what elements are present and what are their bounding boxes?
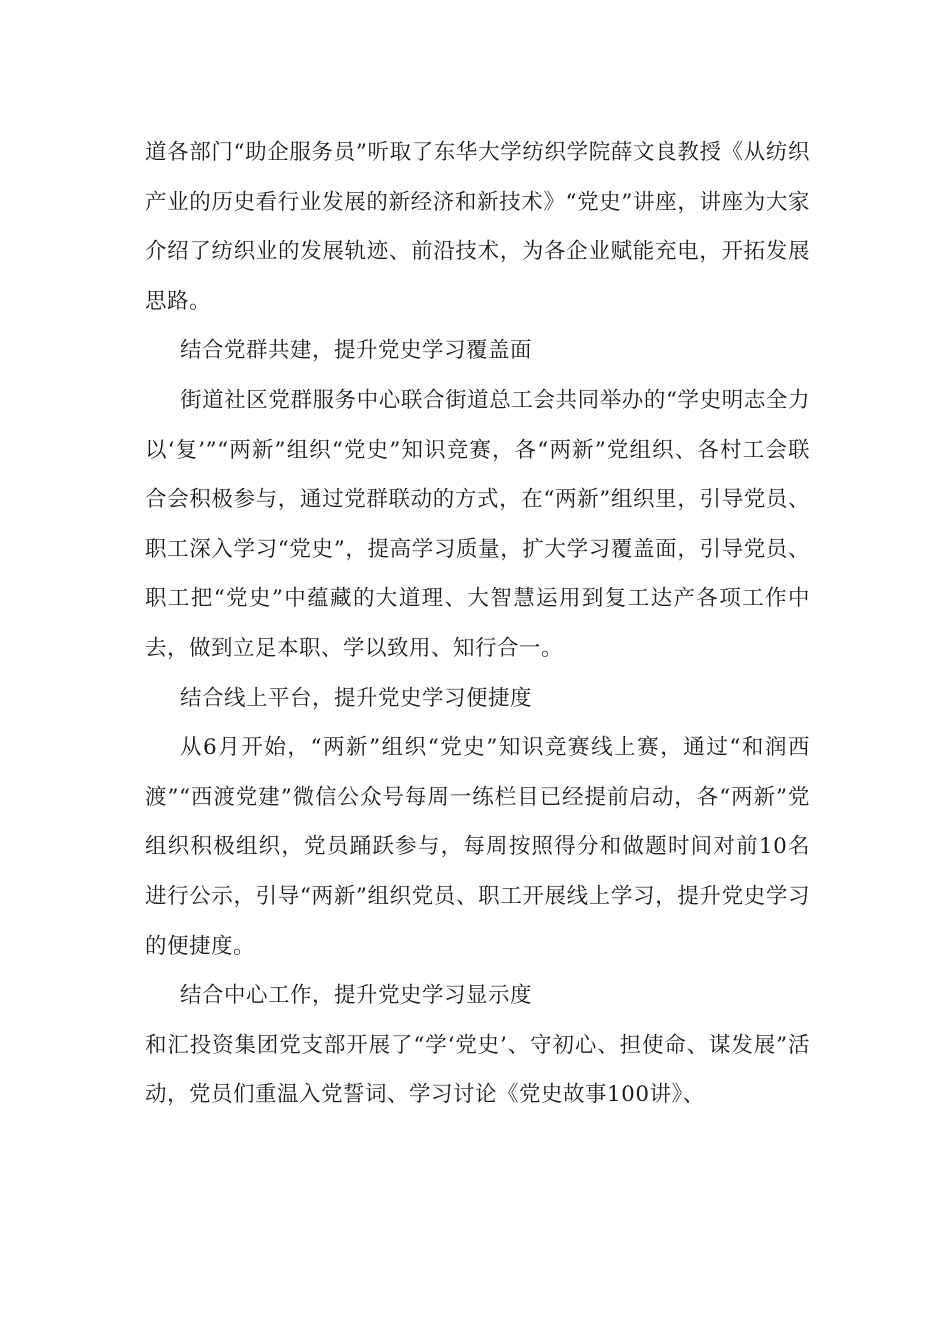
section-heading-online: 结合线上平台，提升党史学习便捷度	[180, 685, 533, 711]
paragraph-investment-group: 和汇投资集团党支部开展了“学‘党史’、守初心、担使命、谋发展”活动，党员们重温入党誓词、学习讨论《党史故事100讲》、	[145, 1032, 810, 1108]
paragraph-lecture: 道各部门“助企服务员”听取了东华大学纺织学院薛文良教授《从纺织产业的历史看行业发展的新经济和新技术》“党史”讲座，讲座为大家介绍了纺织业的发展轨迹、前沿技术，为各企业赋能充电，开拓发展思路。	[145, 140, 810, 314]
paragraph-online-contest: 从6月开始，“两新”组织“党史”知识竞赛线上赛，通过“和润西渡”“西渡党建”微信公众号每周一练栏目已经提前启动，各“两新”党组织积极组织，党员踊跃参与，每周按照得分和做题时间对前10名进行公示，引导“两新”组织党员、职工开展线上学习，提升党史学习的便捷度。	[145, 735, 810, 959]
paragraph-competition: 街道社区党群服务中心联合街道总工会共同举办的“学史明志全力以‘复’”“两新”组织“党史”知识竞赛，各“两新”党组织、各村工会联合会积极参与，通过党群联动的方式，在“两新”组织里，引导党员、职工深入学习“党史”，提高学习质量，扩大学习覆盖面，引导党员、职工把“党史”中蕴藏的大道理、大智慧运用到复工达产各项工作中去，做到立足本职、学以致用、知行合一。	[145, 387, 810, 661]
section-heading-central-work: 结合中心工作，提升党史学习显示度	[180, 983, 533, 1009]
document-body	[145, 128, 810, 1120]
section-heading-coverage: 结合党群共建，提升党史学习覆盖面	[180, 338, 533, 364]
